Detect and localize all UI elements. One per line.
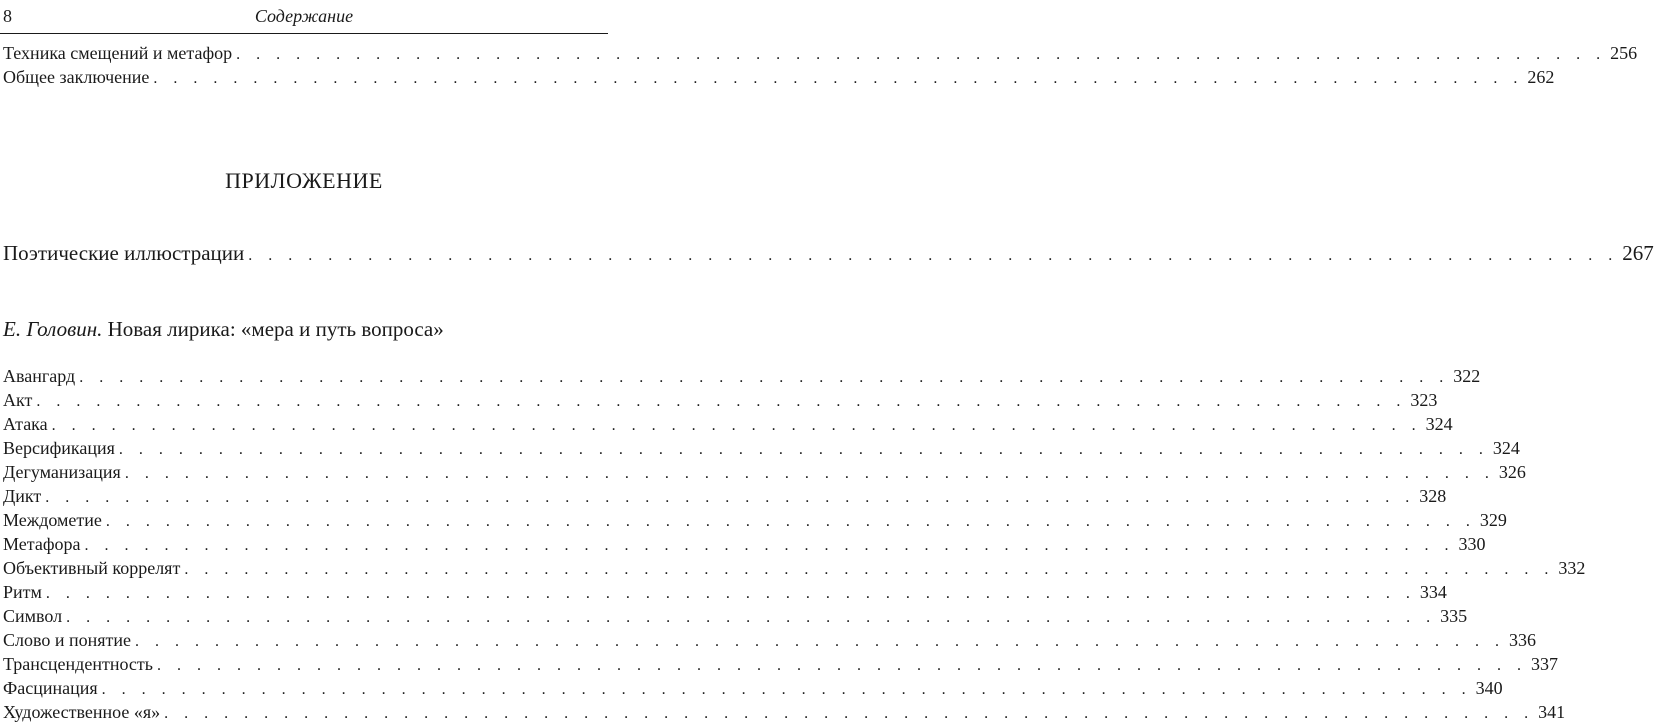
essay-author: Е. Головин. <box>3 317 103 341</box>
toc-entry-label: Техника смещений и метафор <box>3 43 233 63</box>
leader-dots: . . . . . . . . . . . . . . . . . . . . . . . . . . . . . . . . . . . . . . . . . . . . . . . . . . . . . . . . . . . . . . . . . . . . . <box>135 633 1506 650</box>
toc-entry-page: 340 <box>1475 678 1503 698</box>
toc-entry-label: Версификация <box>3 438 115 458</box>
toc-entry <box>3 485 1447 509</box>
toc-entry-page: 323 <box>1410 390 1438 410</box>
toc-entry <box>3 42 1638 66</box>
toc-entry <box>3 389 1438 413</box>
toc-entry <box>3 365 1481 389</box>
leader-dots: . . . . . . . . . . . . . . . . . . . . . . . . . . . . . . . . . . . . . . . . . . . . . . . . . . . . . . . . . . . . . . . . . . . . . <box>153 70 1524 87</box>
toc-entry <box>3 605 1468 629</box>
page-header <box>0 0 608 34</box>
toc-entry <box>3 653 1558 677</box>
toc-entry <box>3 413 1453 437</box>
toc-entry-page: 324 <box>1492 438 1520 458</box>
toc-entry <box>3 581 1447 605</box>
toc-entry-label: Трансцендентность <box>3 654 153 674</box>
leader-dots: . . . . . . . . . . . . . . . . . . . . . . . . . . . . . . . . . . . . . . . . . . . . . . . . . . . . . . . . . . . . . . . . . . . . . <box>184 561 1555 578</box>
toc-entry <box>3 557 1586 581</box>
section-heading: ПРИЛОЖЕНИЕ <box>225 168 383 193</box>
leader-dots: . . . . . . . . . . . . . . . . . . . . . . . . . . . . . . . . . . . . . . . . . . . . . . . . . . . . . . . . . . . . . . . . . . . . . <box>105 513 1476 530</box>
toc-entry-label: Авангард <box>3 366 76 386</box>
toc-entry-page: 324 <box>1425 414 1453 434</box>
leader-dots: . . . . . . . . . . . . . . . . . . . . . . . . . . . . . . . . . . . . . . . . . . . . . . . . . . . . . . . . . . . . . . . . . . . . . <box>124 465 1495 482</box>
leader-dots: . . . . . . . . . . . . . . . . . . . . . . . . . . . . . . . . . . . . . . . . . . . . . . . . . . . . . . . . . . . . . . . . . . . . . <box>45 489 1416 506</box>
leader-dots: . . . . . . . . . . . . . . . . . . . . . . . . . . . . . . . . . . . . . . . . . . . . . . . . . . . . . . . . . . . . . . . . . . . . . <box>51 417 1422 434</box>
toc-entry-page: 329 <box>1479 510 1507 530</box>
leader-dots: . . . . . . . . . . . . . . . . . . . . . . . . . . . . . . . . . . . . . . . . . . . . . . . . . . . . . . . . . . . . . . . . . . . . . <box>84 537 1455 554</box>
leader-dots: . . . . . . . . . . . . . . . . . . . . . . . . . . . . . . . . . . . . . . . . . . . . . . . . . . . . . . . . . . . . . . . . . . . . . <box>66 609 1437 626</box>
page-number: 8 <box>3 6 12 26</box>
toc-entry <box>3 629 1537 653</box>
toc-entry-page: 267 <box>1622 241 1654 265</box>
toc-entry-page: 337 <box>1530 654 1558 674</box>
toc-entry-page: 262 <box>1527 67 1555 87</box>
toc-entry-label: Дегуманизация <box>3 462 121 482</box>
leader-dots: . . . . . . . . . . . . . . . . . . . . . . . . . . . . . . . . . . . . . . . . . . . . . . . . . . . . . . . . . . . . . . . . . . . . . <box>101 681 1472 698</box>
toc-entry-label: Атака <box>3 414 48 434</box>
toc-entry-poetic <box>3 240 1654 269</box>
toc-entry-page: 330 <box>1458 534 1486 554</box>
toc-entry-page: 335 <box>1440 606 1468 626</box>
toc-entry-label: Дикт <box>3 486 42 506</box>
essay-heading <box>3 317 444 342</box>
leader-dots: . . . . . . . . . . . . . . . . . . . . . . . . . . . . . . . . . . . . . . . . . . . . . . . . . . . . . . . . . . . . . . . . . . . . . <box>36 393 1407 410</box>
toc-entry-label: Объективный коррелят <box>3 558 181 578</box>
toc-entry-label: Поэтические иллюстрации <box>3 241 245 265</box>
toc-entry-page: 336 <box>1509 630 1537 650</box>
toc-entry-page: 332 <box>1558 558 1586 578</box>
toc-entry <box>3 461 1526 485</box>
toc-entry-page: 256 <box>1610 43 1638 63</box>
toc-entry <box>3 509 1507 533</box>
leader-dots: . . . . . . . . . . . . . . . . . . . . . . . . . . . . . . . . . . . . . . . . . . . . . . . . . . . . . . . . . . . . . . . . . . . . . <box>236 46 1607 63</box>
toc-entry-page: 328 <box>1419 486 1447 506</box>
toc-entry-label: Общее заключение <box>3 67 150 87</box>
toc-entry-label: Художественное «я» <box>3 702 161 722</box>
leader-dots: . . . . . . . . . . . . . . . . . . . . . . . . . . . . . . . . . . . . . . . . . . . . . . . . . . . . . . . . . . . . . . . . . . . . . <box>45 585 1416 602</box>
toc-entry-label: Метафора <box>3 534 81 554</box>
toc-entry <box>3 66 1555 90</box>
toc-entry-page: 334 <box>1419 582 1447 602</box>
toc-entry <box>3 437 1520 461</box>
toc-entry-label: Символ <box>3 606 63 626</box>
leader-dots: . . . . . . . . . . . . . . . . . . . . . . . . . . . . . . . . . . . . . . . . . . . . . . . . . . . . . . . . . . . . . . . . . . . . . <box>79 369 1450 386</box>
toc-entry <box>3 533 1486 557</box>
essay-title: Новая лирика: «мера и путь вопроса» <box>107 317 444 341</box>
toc-entry <box>3 677 1503 701</box>
leader-dots: . . . . . . . . . . . . . . . . . . . . . . . . . . . . . . . . . . . . . . . . . . . . . . . . . . . . . . . . . . . . . . . . . . . . . <box>118 441 1489 458</box>
toc-entry-page: 341 <box>1538 702 1566 722</box>
toc-entry-label: Фасцинация <box>3 678 98 698</box>
toc-entry-label: Акт <box>3 390 33 410</box>
leader-dots: . . . . . . . . . . . . . . . . . . . . . . . . . . . . . . . . . . . . . . . . . . . . . . . . . . . . . . . . . . . . . . . . . . . . . <box>248 247 1619 264</box>
running-title: Содержание <box>254 6 354 26</box>
toc-entry-label: Ритм <box>3 582 42 602</box>
toc-entry-label: Междометие <box>3 510 102 530</box>
toc-entry-label: Слово и понятие <box>3 630 132 650</box>
leader-dots: . . . . . . . . . . . . . . . . . . . . . . . . . . . . . . . . . . . . . . . . . . . . . . . . . . . . . . . . . . . . . . . . . . . . . <box>164 705 1535 722</box>
toc-entry <box>3 701 1566 725</box>
leader-dots: . . . . . . . . . . . . . . . . . . . . . . . . . . . . . . . . . . . . . . . . . . . . . . . . . . . . . . . . . . . . . . . . . . . . . <box>156 657 1527 674</box>
toc-entry-page: 326 <box>1498 462 1526 482</box>
toc-entry-page: 322 <box>1453 366 1481 386</box>
